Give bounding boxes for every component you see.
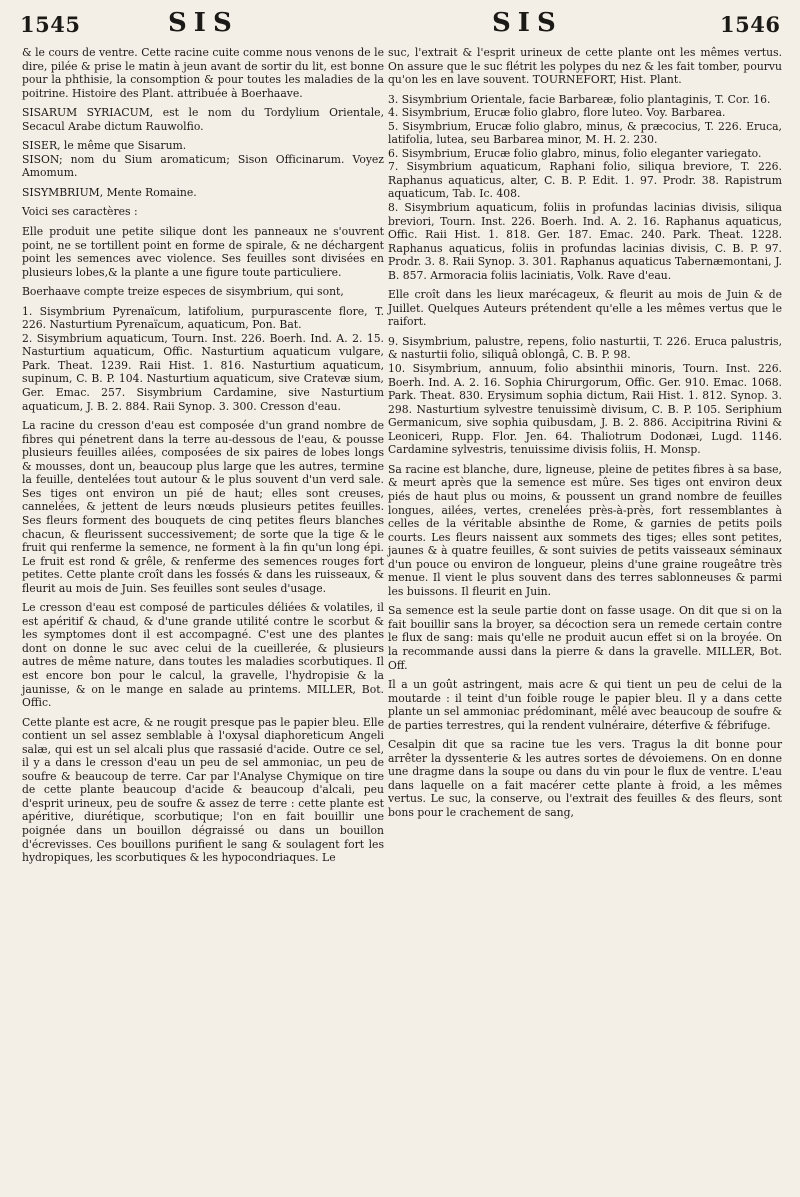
right-page-number: 1546 (720, 12, 781, 37)
paragraph: Voici ses caractères : (22, 205, 138, 219)
paragraph: Elle croît dans les lieux marécageux, & fleurit au mois de Juin & de Juillet. Quelques Auteurs prétendent qu'elle a les mêmes vertus que le raifort. (388, 288, 782, 329)
left-page-number: 1545 (20, 12, 81, 37)
paragraph: Cette plante est acre, & ne rougit presque pas le papier bleu. Elle contient un sel assez semblable à l'oxysal diaphoreticum Angeli salæ, qui est un sel alcali plus que rassasié d'acide. Outre ce sel, il y a dans le cresson d'eau un peu de sel ammoniac, un peu de soufre & beaucoup de terre. Car par l'Analyse Chymique on tire de cette plante beaucoup d'acide & beaucoup d'alcali, peu d'esprit urineux, peu de soufre & assez de terre : cette plante est apéritive, diurétique, scorbutique; l'on en fait bouillir une poignée dans un bouillon dégraissé ou dans un bouillon d'écrevisses. Ces bouillons purifient le sang & soulagent fort les hydropiques, les scorbutiques & les hypocondriaques. Le (22, 715, 384, 865)
right-running-title: SIS (492, 8, 563, 38)
species-item: 7. Sisymbrium aquaticum, Raphani folio, siliqua breviore, T. 226. Raphanus aquaticus, alter, C. B. P. Edit. 1. 97. Prodr. 38. Rapistrum aquaticum, Tab. Ic. 408. (388, 160, 782, 201)
species-item: 5. Sisymbrium, Erucæ folio glabro, minus, & præcocius, T. 226. Eruca, latifolia, lutea, seu Barbarea minor, M. H. 2. 230. (388, 119, 782, 147)
paragraph: suc, l'extrait & l'esprit urineux de cette plante ont les mêmes vertus. On assure que le suc flétrit les polypes du nez & les fait tomber, pourvu qu'on les en lave souvent. TOURNEFORT, Hist. Plant. (388, 46, 782, 87)
species-item: 9. Sisymbrium, palustre, repens, folio nasturtii, T. 226. Eruca palustris, & nasturtii folio, siliquâ oblongâ, C. B. P. 98. (388, 334, 782, 362)
left-column (22, 46, 384, 871)
paragraph: Il a un goût astringent, mais acre & qui tient un peu de celui de la moutarde : il teint d'un foible rouge le papier bleu. Il y a dans cette plante un sel ammoniac prédominant, mêlé avec beaucoup de soufre & de parties terrestres, qui la rendent vulnéraire, déterfive & fébrifuge. (388, 678, 782, 732)
paragraph: & le cours de ventre. Cette racine cuite comme nous venons de le dire, pilée & prise le matin à jeun avant de sortir du lit, est bonne pour la phthisie, la consomption & pour toutes les maladies de la poitrine. Histoire des Plant. attribuée à Boerhaave. (22, 46, 384, 100)
paragraph: La racine du cresson d'eau est composée d'un grand nombre de fibres qui pénetrent dans la terre au-dessous de l'eau, & pousse plusieurs feuilles ailées, composées de six paires de lobes longs & mousses, dont un, beaucoup plus large que les autres, termine la feuille, dentelées tout autour & le plus souvent d'un verd sale. Ses tiges ont environ un pié de haut; elles sont creuses, cannelées, & jettent de leurs nœuds plusieurs petites feuilles. Ses fleurs forment des bouquets de cinq petites fleurs blanches chacun, & fleurissent successivement; de sorte que la tige & le fruit qui renferme la semence, ne forment à la fin qu'un long épi. Le fruit est rond & grêle, & renferme des semences rouges fort petites. Cette plante croît dans les fossés & dans les ruisseaux, & fleurit au mois de Juin. Ses feuilles sont seules d'usage. (22, 419, 384, 595)
entry-sison: SISON; nom du Sium aromaticum; Sison Officinarum. Voyez Amomum. (22, 152, 384, 180)
paragraph: Sa semence est la seule partie dont on fasse usage. On dit que si on la fait bouillir sans la broyer, sa décoction sera un remede certain contre le flux de sang: mais qu'elle ne produit aucun effet si on la broyée. On la recommande aussi dans la pierre & dans la gravelle. MILLER, Bot. Off. (388, 604, 782, 672)
left-running-title: SIS (168, 8, 239, 38)
species-item: 3. Sisymbrium Orientale, facie Barbareæ, folio plantaginis, T. Cor. 16. (388, 92, 771, 106)
species-item: 10. Sisymbrium, annuum, folio absinthii minoris, Tourn. Inst. 226. Boerh. Ind. A. 2. 16. Sophia Chirurgorum, Offic. Ger. 910. Emac. 1068. Park. Theat. 830. Erysimum sophia dictum, Raii Hist. 1. 812. Synop. 3. 298. Nasturtium sylvestre tenuissimè divisum, C. B. P. 105. Seriphium Germanicum, sive sophia quibusdam, J. B. 2. 886. Accipitrina Rivini & Leoniceri, Rupp. Flor. Jen. 64. Thaliotrum Dodonæi, Lugd. 1146. Cardamine sylvestris, tenuissime divisis foliis, H. Monsp. (388, 362, 782, 457)
paragraph: Sa racine est blanche, dure, ligneuse, pleine de petites fibres à sa base, & meurt après que la semence est mûre. Ses tiges ont environ deux piés de haut plus ou moins, & poussent un grand nombre de feuilles longues, ailées, vertes, crenelées près-à-près, fort ressemblantes à celles de la véritable absinthe de Rome, & garnies de petits poils courts. Les fleurs naissent aux sommets des tiges; elles sont petites, jaunes & à quatre feuilles, & sont suivies de petits vaisseaux séminaux d'un pouce ou environ de longueur, pleins d'une graine rougeâtre très menue. Il vient le plus souvent dans des terres sablonneuses & parmi les buissons. Il fleurit en Juin. (388, 462, 782, 598)
paragraph: Elle produit une petite silique dont les panneaux ne s'ouvrent point, ne se tortillent point en forme de spirale, & ne déchargent point les semences avec violence. Ses feuilles sont divisées en plusieurs lobes,& la plante a une figure toute particuliere. (22, 225, 384, 279)
species-item: 6. Sisymbrium, Erucæ folio glabro, minus, folio eleganter variegato. (388, 146, 762, 160)
entry-sisarum: SISARUM SYRIACUM, est le nom du Tordylium Orientale, Secacul Arabe dictum Rauwolfio. (22, 106, 384, 133)
paragraph: Le cresson d'eau est composé de particules déliées & volatiles, il est apéritif & chaud, & d'une grande utilité contre le scorbut & les symptomes dont il est accompagné. C'est une des plantes dont on donne le suc avec celui de la cueillerée, & plusieurs autres de même nature, dans toutes les maladies scorbutiques. Il est encore bon pour le calcul, la gravelle, l'hydropisie & la jaunisse, & on le mange en salade au printems. MILLER, Bot. Offic. (22, 601, 384, 710)
entry-sisymbrium: SISYMBRIUM, Mente Romaine. (22, 185, 197, 199)
right-column (388, 46, 782, 826)
paragraph: Cesalpin dit que sa racine tue les vers. Tragus la dit bonne pour arrêter la dyssenterie & les autres sortes de dévoiemens. On en donne une dragme dans la soupe ou dans du vin pour le flux de ventre. L'eau dans laquelle on a fait macérer cette plante à froid, a les mêmes vertus. Le suc, la conserve, ou l'extrait des feuilles & des fleurs, sont bons pour le crachement de sang, (388, 738, 782, 819)
species-item: 1. Sisymbrium Pyrenaïcum, latifolium, purpurascente flore, T. 226. Nasturtium Pyrenaïcum, aquaticum, Pon. Bat. (22, 304, 384, 332)
entry-siser: SISER, le même que Sisarum. (22, 139, 187, 153)
paragraph: Boerhaave compte treize especes de sisymbrium, qui sont, (22, 285, 344, 299)
species-item: 4. Sisymbrium, Erucæ folio glabro, flore luteo. Voy. Barbarea. (388, 106, 726, 120)
species-item: 8. Sisymbrium aquaticum, foliis in profundas lacinias divisis, siliqua breviori, Tourn. Inst. 226. Boerh. Ind. A. 2. 16. Raphanus aquaticus, Offic. Raii Hist. 1. 818. Ger. 187. Emac. 240. Park. Theat. 1228. Raphanus aquaticus, foliis in profundas lacinias divisis, C. B. P. 97. Prodr. 3. 8. Raii Synop. 3. 301. Raphanus aquaticus Tabernæmontani, J. B. 857. Armoracia foliis laciniatis, Volk. Rave d'eau. (388, 201, 782, 282)
species-item: 2. Sisymbrium aquaticum, Tourn. Inst. 226. Boerh. Ind. A. 2. 15. Nasturtium aquaticum, Offic. Nasturtium aquaticum vulgare, Park. Theat. 1239. Raii Hist. 1. 816. Nasturtium aquaticum, supinum, C. B. P. 104. Nasturtium aquaticum, sive Cratevæ sium, Ger. Emac. 257. Sisymbrium Cardamine, sive Nasturtium aquaticum, J. B. 2. 884. Raii Synop. 3. 300. Cresson d'eau. (22, 331, 384, 413)
